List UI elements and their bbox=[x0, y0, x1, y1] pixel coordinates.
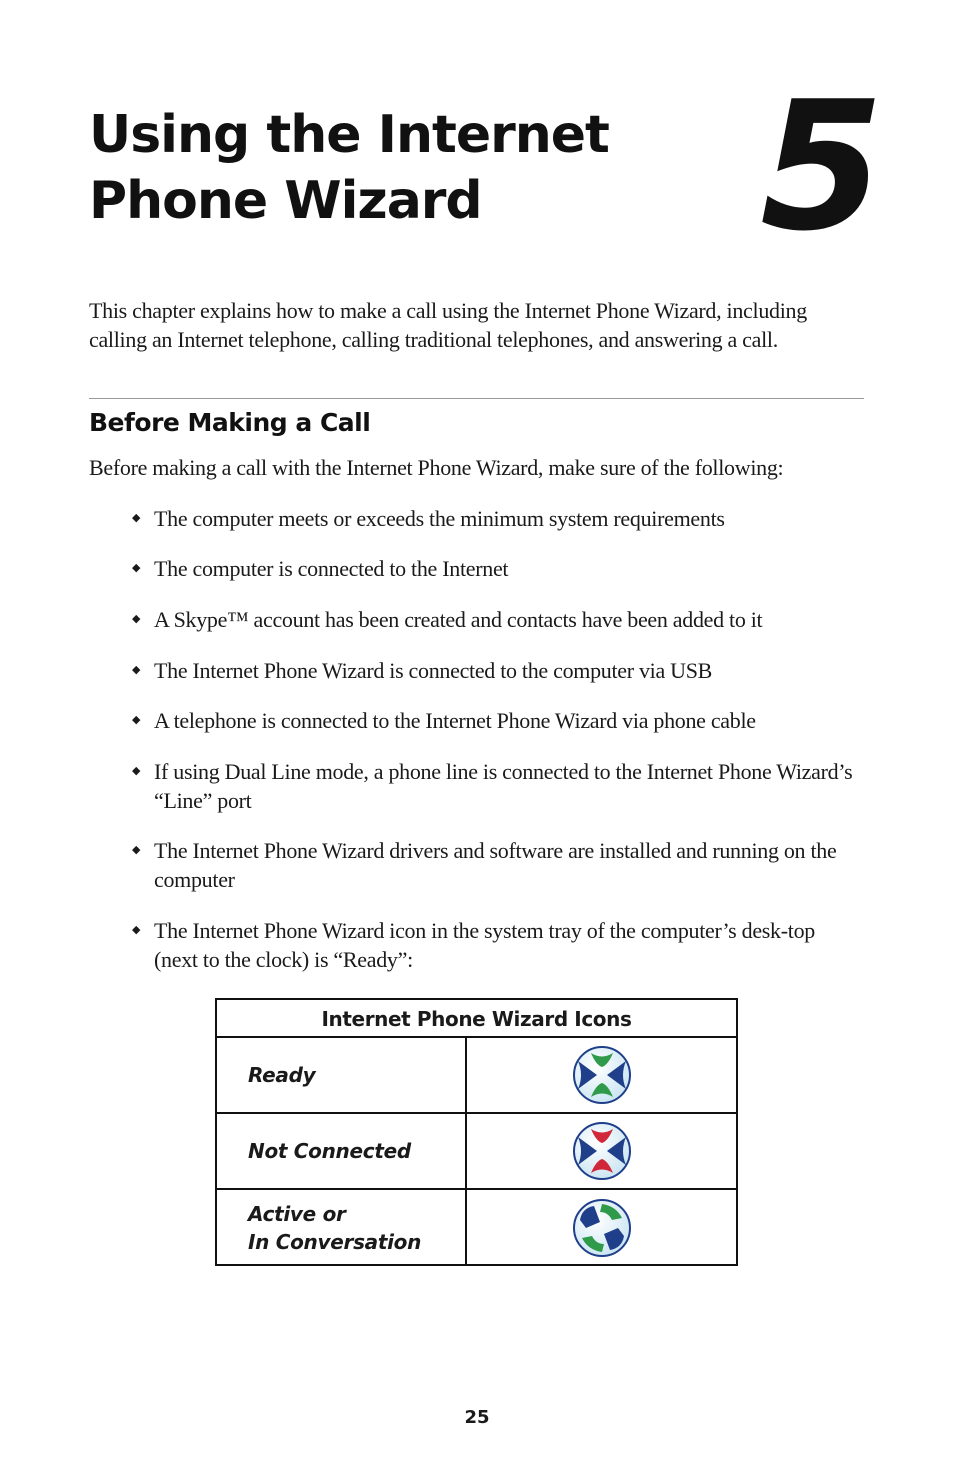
status-label bbox=[217, 1038, 467, 1112]
checklist-item-text: The computer is connected to the Internet bbox=[154, 556, 509, 581]
checklist-item bbox=[132, 504, 859, 533]
page-number: 25 bbox=[464, 1407, 490, 1428]
bullet-diamond-icon: ◆ bbox=[132, 664, 141, 676]
bullet-diamond-icon: ◆ bbox=[132, 765, 141, 777]
checklist-item bbox=[132, 706, 859, 735]
checklist-item bbox=[132, 605, 859, 634]
bullet-diamond-icon: ◆ bbox=[132, 844, 141, 856]
checklist-item-text: A Skype™ account has been created and contacts have been added to it bbox=[154, 607, 763, 632]
active-status-icon bbox=[572, 1198, 632, 1258]
status-label bbox=[217, 1114, 467, 1188]
section-lead-paragraph: Before making a call with the Internet Phone Wizard, make sure of the following: bbox=[89, 455, 784, 480]
status-label-line-1: Ready bbox=[248, 1063, 316, 1087]
intro-paragraph: This chapter explains how to make a call using the Internet Phone Wizard, including calling an Internet telephone, calling traditional telephones, and answering a call. bbox=[89, 298, 807, 352]
bullet-diamond-icon: ◆ bbox=[132, 512, 141, 524]
checklist-item bbox=[132, 916, 859, 974]
bullet-diamond-icon: ◆ bbox=[132, 714, 141, 726]
status-label bbox=[217, 1190, 467, 1266]
checklist-item bbox=[132, 757, 859, 815]
chapter-title bbox=[89, 102, 609, 234]
chapter-title-line-2: Phone Wizard bbox=[89, 171, 482, 231]
checklist-item-text: A telephone is connected to the Internet Phone Wizard via phone cable bbox=[154, 708, 756, 733]
icon-table-header: Internet Phone Wizard Icons bbox=[217, 1000, 736, 1038]
table-row bbox=[217, 1114, 736, 1190]
status-label-line-2: In Conversation bbox=[248, 1230, 422, 1254]
checklist-item bbox=[132, 656, 859, 685]
ready-status-icon bbox=[572, 1045, 632, 1105]
bullet-diamond-icon: ◆ bbox=[132, 613, 141, 625]
chapter-title-line-1: Using the Internet bbox=[89, 105, 609, 165]
checklist-item-text: The computer meets or exceeds the minimum system requirements bbox=[154, 506, 725, 531]
not-connected-status-icon bbox=[572, 1121, 632, 1181]
checklist-item-text: The Internet Phone Wizard is connected to the computer via USB bbox=[154, 658, 713, 683]
icon-table bbox=[215, 998, 738, 1266]
bullet-diamond-icon: ◆ bbox=[132, 562, 141, 574]
status-label-line-1: Not Connected bbox=[248, 1139, 411, 1163]
checklist-item-text: The Internet Phone Wizard drivers and software are installed and running on the computer bbox=[154, 838, 837, 892]
status-label-line-1: Active or bbox=[248, 1202, 346, 1226]
checklist-item-text: The Internet Phone Wizard icon in the system tray of the computer’s desk-top (next to the clock) is “Ready”: bbox=[154, 918, 815, 972]
section-heading: Before Making a Call bbox=[89, 408, 371, 437]
checklist-item bbox=[132, 554, 859, 583]
bullet-diamond-icon: ◆ bbox=[132, 924, 141, 936]
section-divider bbox=[89, 398, 864, 399]
checklist-item-text: If using Dual Line mode, a phone line is connected to the Internet Phone Wizard’s “Line” port bbox=[154, 759, 853, 813]
table-row bbox=[217, 1190, 736, 1266]
chapter-number: 5 bbox=[760, 63, 880, 270]
checklist-item bbox=[132, 836, 859, 894]
table-row bbox=[217, 1038, 736, 1114]
